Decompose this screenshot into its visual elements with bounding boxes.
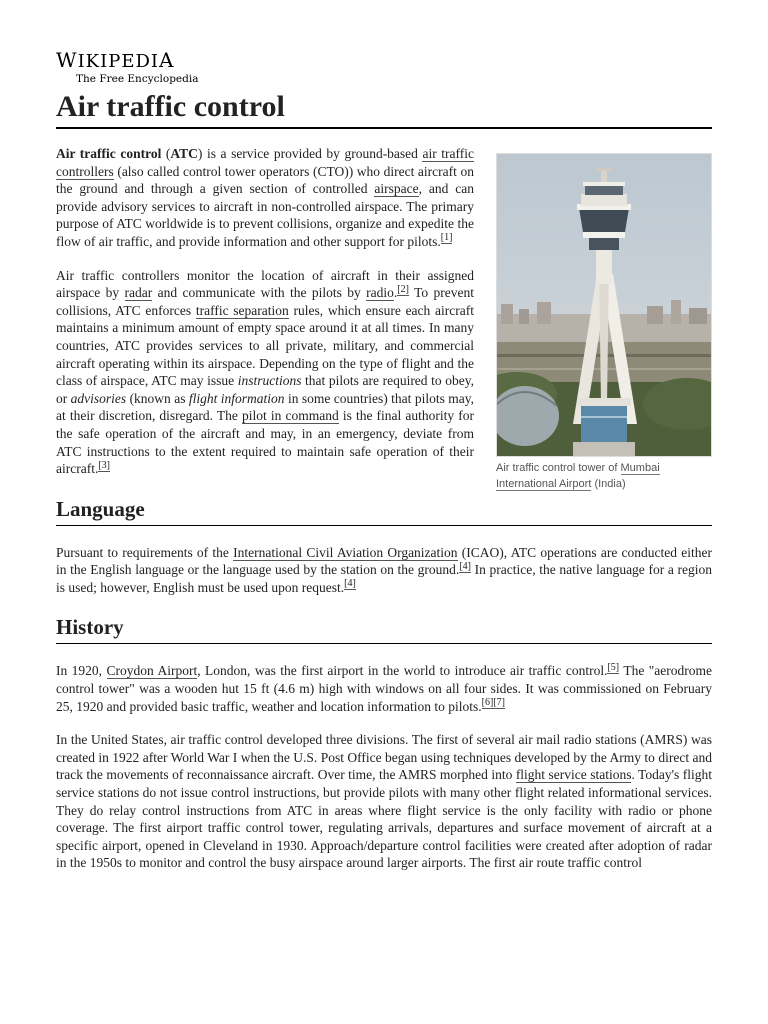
ref-link[interactable]: [3] xyxy=(98,459,111,471)
link-airspace[interactable]: airspace xyxy=(374,181,419,197)
ref-link[interactable]: [4] xyxy=(459,560,471,572)
section-heading-language: Language xyxy=(56,496,712,526)
link-icao[interactable]: International Civil Aviation Organization xyxy=(233,544,458,560)
section-heading-history: History xyxy=(56,614,712,644)
link-radio[interactable]: radio xyxy=(366,285,394,301)
infobox xyxy=(496,153,712,492)
intro-paragraph-2: Air traffic controllers monitor the location of aircraft in their assigned airspace by radar and communicate with the pilots by radio.[2] To prevent collisions, ATC enforces traffic separation rules, which ensure each aircraft maintains a minimum amount of empty space around it at all times. In many countries, ATC provides services to all private, military, and commercial aircraft operating within its airspace. Depending on the type of flight and the class of airspace, ATC may issue instructions that pilots are required to obey, or advisories (known as flight information in some countries) that pilots may, at their discretion, disregard. The pilot in command is the final authority for the safe operation of the aircraft and may, in an emergency, deviate from ATC instructions to the extent required to maintain safe operation of their aircraft.[3] xyxy=(56,267,475,477)
history-paragraph-2: In the United States, air traffic control developed three divisions. The first of several air mail radio stations (AMRS) was created in 1922 after World War I when the U.S. Post Office began using techniques developed by the Army to direct and track the movements of reconnaissance aircraft. Over time, the AMRS morphed into flight service stations. Today's flight service stations do not issue control instructions, but provide pilots with many other flight related informational services. They do relay control instructions from ATC in areas where flight service is the only facility with radio or phone coverage. The first airport traffic control tower, regulating arrivals, departures and surface movement of aircraft at a specific airport, opened in Cleveland in 1930. Approach/departure control facilities were created after adoption of radar in the 1950s to monitor and control the busy airspace around larger airports. The first air route traffic control xyxy=(56,732,712,871)
ref-link[interactable]: [2] xyxy=(397,283,409,295)
ref-link[interactable]: [5] xyxy=(607,661,620,673)
ref-link[interactable]: [4] xyxy=(344,578,356,590)
link-croydon-airport[interactable]: Croydon Airport xyxy=(106,663,198,679)
logo-wordmark: WIKIPEDIA xyxy=(56,48,175,72)
tower-photo-icon xyxy=(497,154,711,456)
link-air-traffic-controllers[interactable]: air traffic controllers xyxy=(56,146,475,179)
link-flight-service-stations[interactable]: flight service stations xyxy=(515,767,632,783)
image-caption: Air traffic control tower of Mumbai International Airport (India) xyxy=(496,462,660,490)
page-title: Air traffic control xyxy=(56,89,712,129)
logo-tagline: The Free Encyclopedia xyxy=(76,73,199,85)
control-tower-photo[interactable] xyxy=(496,153,712,457)
article-page xyxy=(56,50,712,888)
language-paragraph: Pursuant to requirements of the International Civil Aviation Organization (ICAO), ATC operations are conducted either in the English language or the language used by the station on the ground.[4] In practice, the native language for a region is used; however, English must be used upon request.[4] xyxy=(56,544,712,595)
ref-link[interactable]: [1] xyxy=(440,232,453,244)
link-radar[interactable]: radar xyxy=(124,285,153,301)
caption-link-mumbai-airport[interactable]: Mumbai International Airport xyxy=(496,462,660,490)
ref-link[interactable]: [6] xyxy=(481,697,494,709)
link-pilot-in-command[interactable]: pilot in command xyxy=(242,408,339,424)
history-paragraph-1: In 1920, Croydon Airport, London, was the first airport in the world to introduce air traffic control.[5] The "aerodrome control tower" was a wooden hut 15 ft (4.6 m) high with windows on all four sides. It was commissioned on February 25, 1920 and provided basic traffic, weather and location information to pilots.[6][7] xyxy=(56,661,712,714)
lead-section xyxy=(56,129,712,490)
link-traffic-separation[interactable]: traffic separation xyxy=(195,302,289,318)
intro-paragraph-1: Air traffic control (ATC) is a service provided by ground-based air traffic controllers (also called control tower operators (CTO)) who direct aircraft on the ground and through a given section of controlled airspace, and can provide advisory services to aircraft in non-controlled airspace. The primary purpose of ATC worldwide is to prevent collisions, organize and expedite the flow of air traffic, and provide information and other support for pilots.[1] xyxy=(56,146,475,249)
ref-link[interactable]: [7] xyxy=(493,697,505,709)
wikipedia-logo[interactable] xyxy=(56,50,712,85)
